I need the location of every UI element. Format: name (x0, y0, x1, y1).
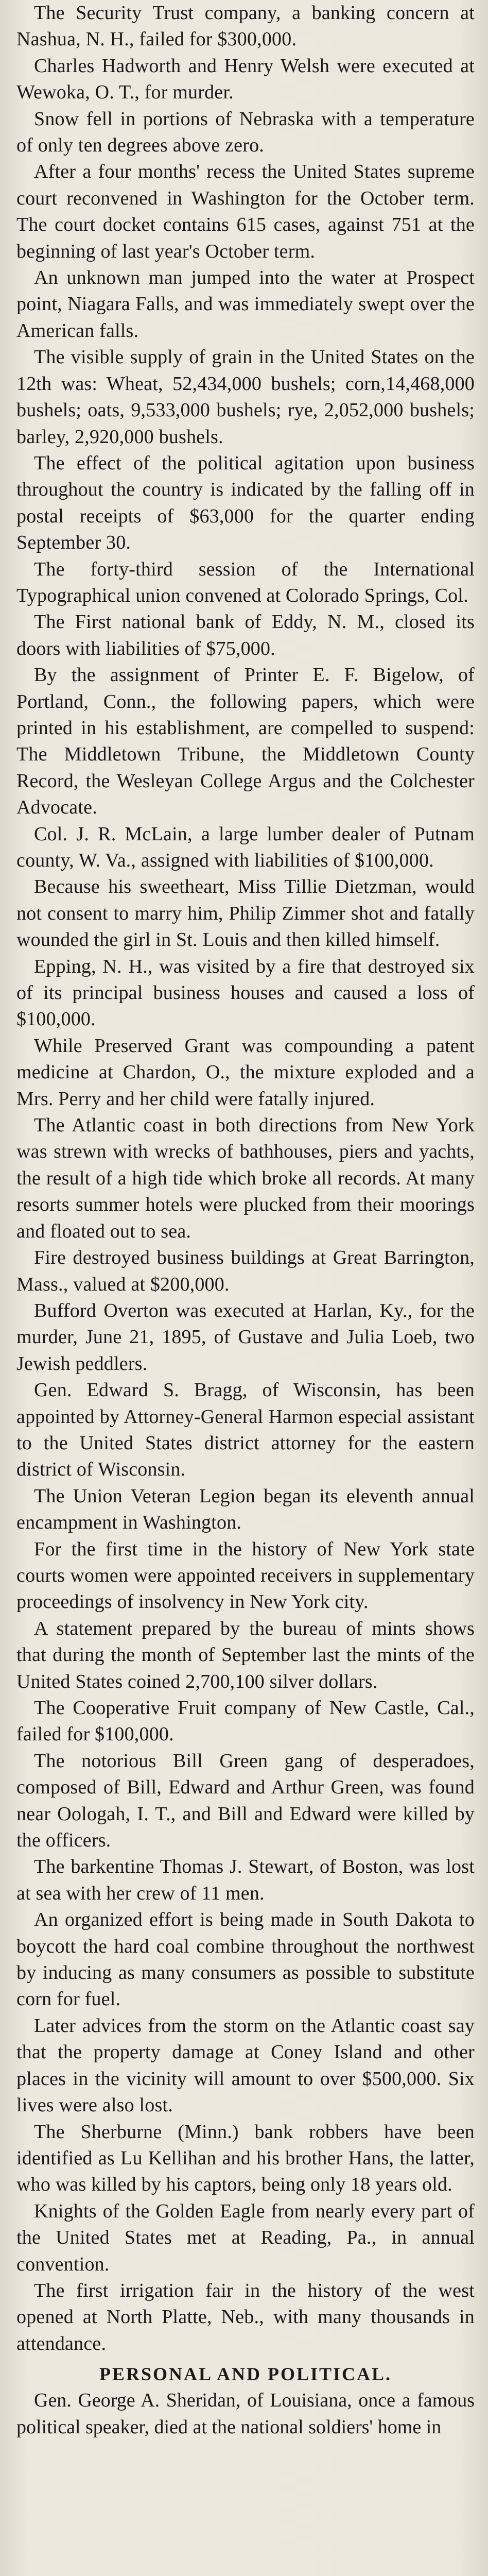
news-paragraph: The Union Veteran Legion began its eleventh annual encampment in Washington. (16, 1485, 475, 1534)
news-paragraph: The Security Trust company, a banking concern at Nashua, N. H., failed for $300,000. (16, 2, 475, 50)
section-heading: PERSONAL AND POLITICAL. (99, 2364, 392, 2385)
news-paragraph: The Sherburne (Minn.) bank robbers have been identified as Lu Kellihan and his brother Hans, the latter, who was killed by his captors, being only 18 years old. (16, 2121, 475, 2196)
news-paragraph: Because his sweetheart, Miss Tillie Dietzman, would not consent to marry him, Philip Zimmer shot and fatally wounded the girl in St. Louis and then killed himself. (16, 876, 475, 951)
news-paragraph: Gen. George A. Sheridan, of Louisiana, once a famous political speaker, died at the national soldiers' home in (16, 2389, 475, 2438)
news-paragraph: The visible supply of grain in the United States on the 12th was: Wheat, 52,434,000 bushels; corn,14,468,000 bushels; oats, 9,533,000 bushels; rye, 2,052,000 bushels; barley, 2,920,000 bushels. (16, 346, 475, 448)
news-paragraph: Col. J. R. McLain, a large lumber dealer of Putnam county, W. Va., assigned with liabilities of $100,000. (16, 823, 475, 871)
news-paragraph: Bufford Overton was executed at Harlan, Ky., for the murder, June 21, 1895, of Gustave and Julia Loeb, two Jewish peddlers. (16, 1299, 475, 1375)
news-paragraph: The first irrigation fair in the history of the west opened at North Platte, Neb., with many thousands in attendance. (16, 2279, 475, 2354)
news-paragraph: Epping, N. H., was visited by a fire that destroyed six of its principal business houses and caused a loss of $100,000. (16, 955, 475, 1030)
news-paragraph: A statement prepared by the bureau of mints shows that during the month of September last the mints of the United States coined 2,700,100 silver dollars. (16, 1617, 475, 1692)
news-paragraph: The Atlantic coast in both directions from New York was strewn with wrecks of bathhouses, piers and yachts, the result of a high tide which broke all records. At many resorts summer hotels were plucked from their moorings and floated out to sea. (16, 1114, 475, 1242)
news-paragraph: The notorious Bill Green gang of desperadoes, composed of Bill, Edward and Arthur Green, was found near Oologah, I. T., and Bill and Edward were killed by the officers. (16, 1750, 475, 1852)
news-paragraph: For the first time in the history of New York state courts women were appointed receivers in supplementary proceedings of insolvency in New York city. (16, 1538, 475, 1613)
section-items (16, 2387, 475, 2441)
news-paragraph: Knights of the Golden Eagle from nearly every part of the United States met at Reading, Pa., in annual convention. (16, 2200, 475, 2275)
news-paragraph: The forty-third session of the International Typographical union convened at Colorado Springs, Col. (16, 558, 475, 606)
news-paragraph: Snow fell in portions of Nebraska with a temperature of only ten degrees above zero. (16, 108, 475, 157)
news-paragraph: While Preserved Grant was compounding a patent medicine at Chardon, O., the mixture exploded and a Mrs. Perry and her child were fatally injured. (16, 1035, 475, 1110)
news-paragraph: By the assignment of Printer E. F. Bigelow, of Portland, Conn., the following papers, which were printed in his establishment, are compelled to suspend: The Middletown Tribune, the Middletown County Record, the Wesleyan College Argus and the Colchester Advocate. (16, 664, 475, 819)
news-paragraph: After a four months' recess the United States supreme court reconvened in Washington for the October term. The court docket contains 615 cases, against 751 at the beginning of last year's October term. (16, 161, 475, 262)
news-paragraph: The First national bank of Eddy, N. M., closed its doors with liabilities of $75,000. (16, 611, 475, 659)
news-paragraph: An unknown man jumped into the water at Prospect point, Niagara Falls, and was immediately swept over the American falls. (16, 267, 475, 342)
news-paragraph: Charles Hadworth and Henry Welsh were executed at Wewoka, O. T., for murder. (16, 55, 475, 104)
news-items (16, 0, 475, 2357)
news-paragraph: The Cooperative Fruit company of New Castle, Cal., failed for $100,000. (16, 1697, 475, 1745)
news-paragraph: The barkentine Thomas J. Stewart, of Boston, was lost at sea with her crew of 11 men. (16, 1856, 475, 1904)
news-paragraph: Later advices from the storm on the Atlantic coast say that the property damage at Coney Island and other places in the vicinity will amount to over $500,000. Six lives were also lost. (16, 2014, 475, 2116)
news-paragraph: Gen. Edward S. Bragg, of Wisconsin, has been appointed by Attorney-General Harmon especial assistant to the United States district attorney for the eastern district of Wisconsin. (16, 1379, 475, 1481)
news-paragraph: Fire destroyed business buildings at Great Barrington, Mass., valued at $200,000. (16, 1247, 475, 1295)
news-paragraph: The effect of the political agitation upon business throughout the country is indicated by the falling off in postal receipts of $63,000 for the quarter ending September 30. (16, 452, 475, 554)
news-paragraph: An organized effort is being made in South Dakota to boycott the hard coal combine throughout the northwest by inducing as many consumers as possible to substitute corn for fuel. (16, 1909, 475, 2010)
